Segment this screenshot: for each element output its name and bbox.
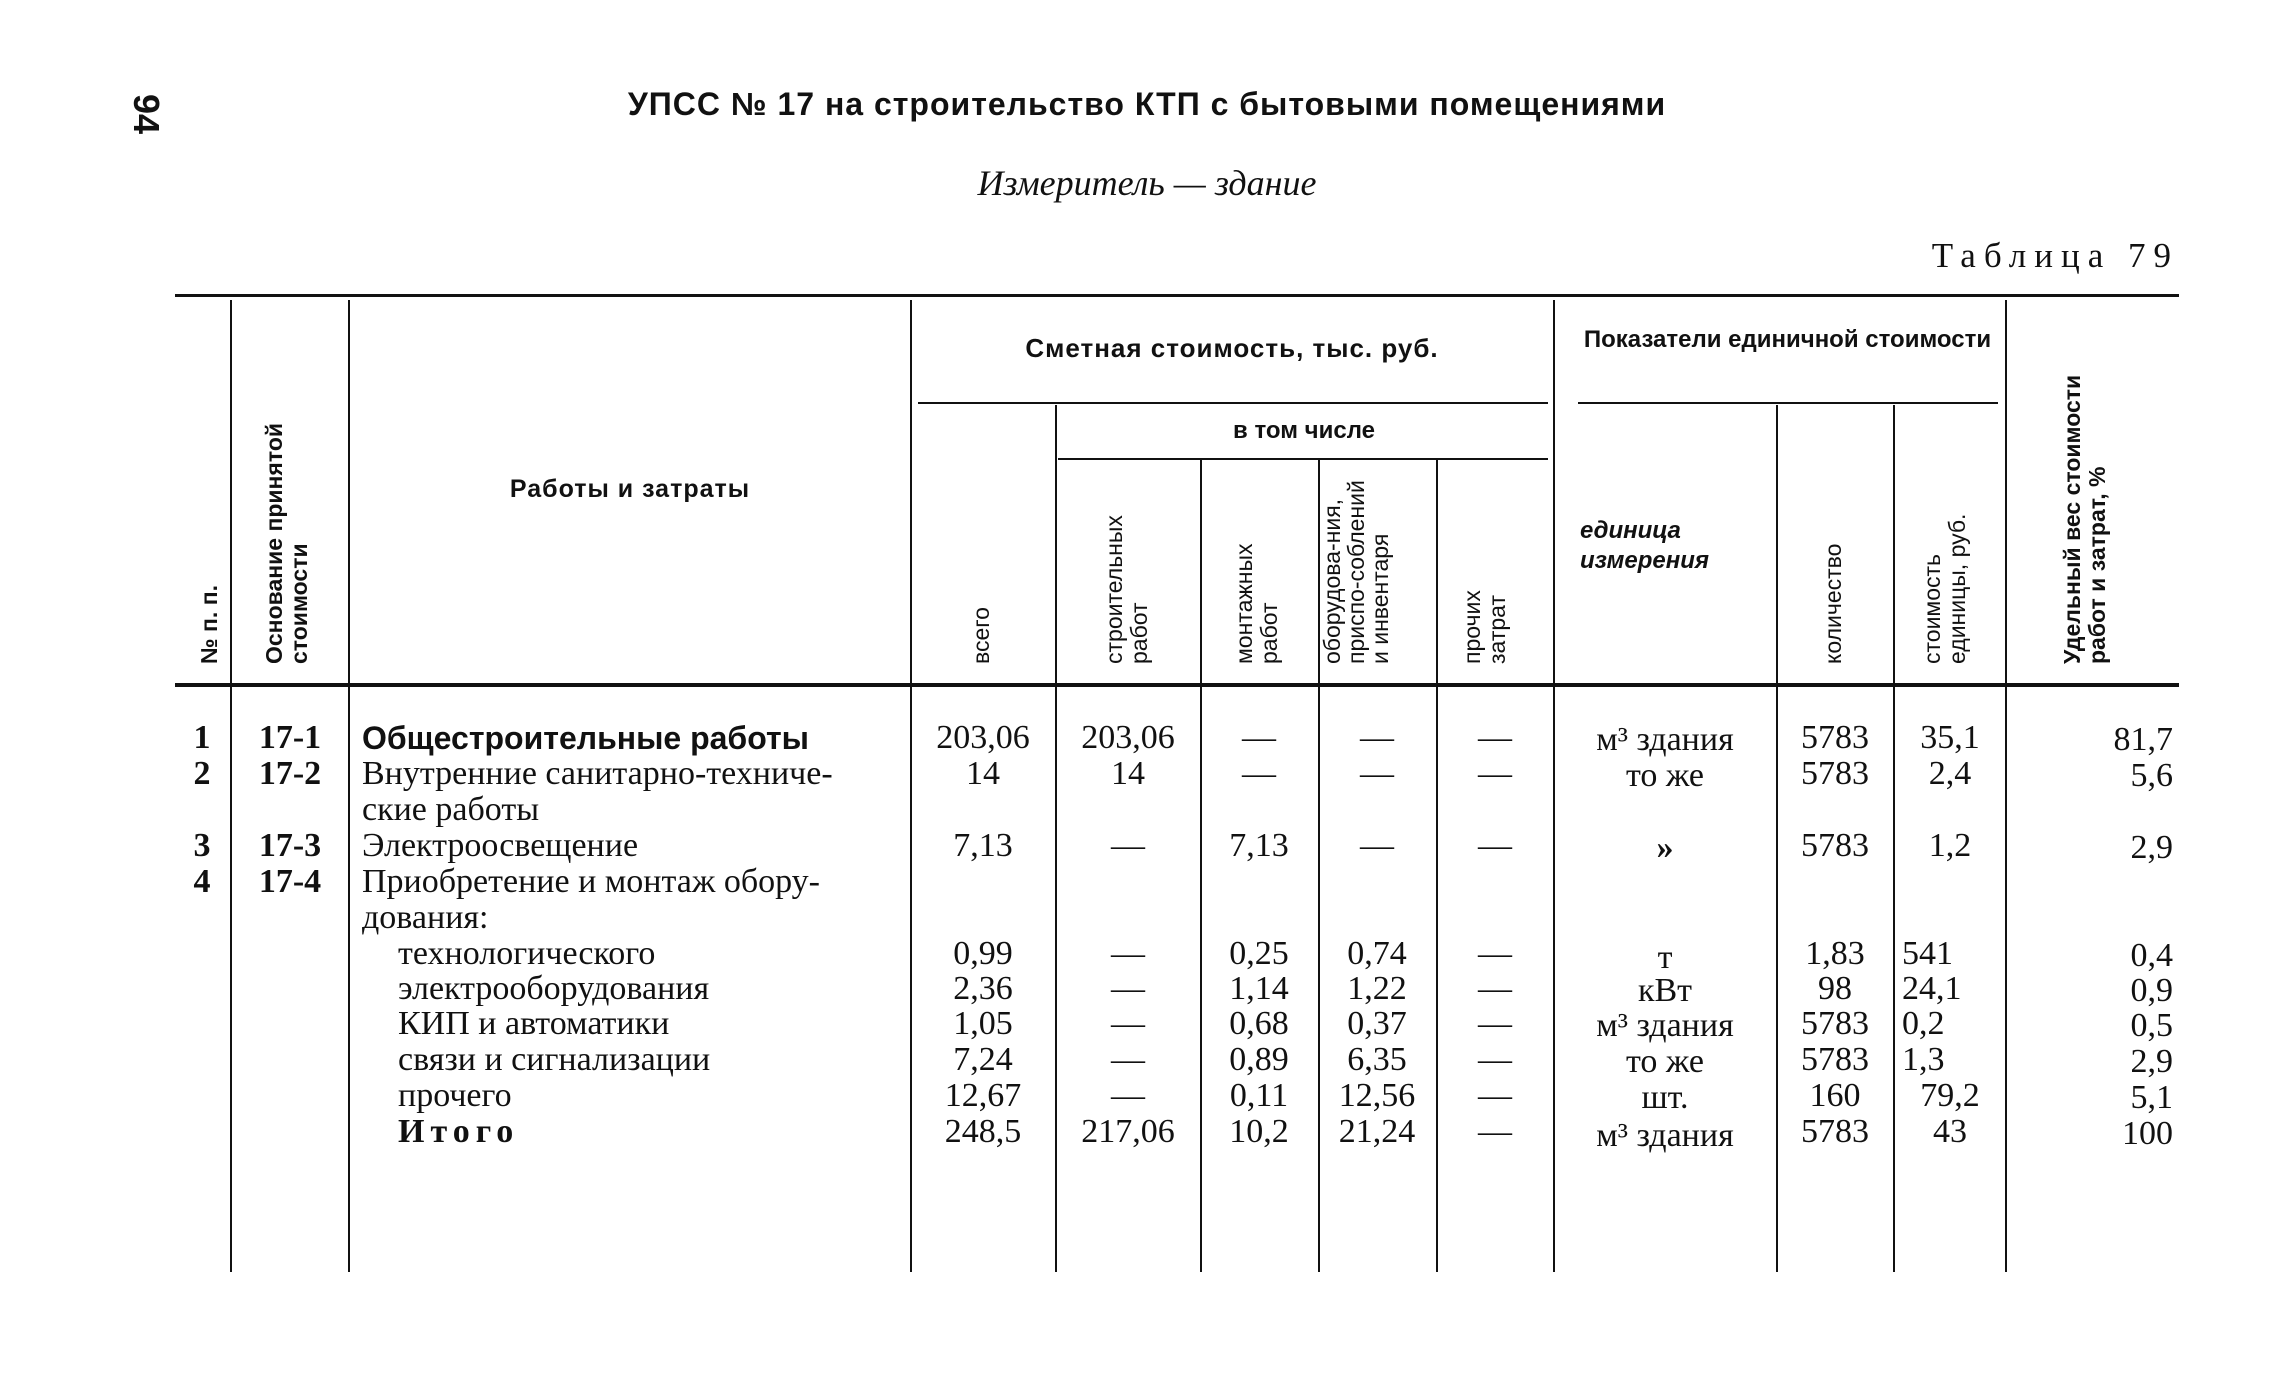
subrow-total: 2,36 bbox=[953, 970, 1013, 1007]
row-name: Электроосвещение bbox=[362, 827, 639, 864]
header-basis: Основание принятой стоимости bbox=[261, 422, 312, 664]
row-other: — bbox=[1478, 827, 1512, 864]
subrow-total: 7,24 bbox=[953, 1041, 1013, 1078]
subrow-share: 100 bbox=[2122, 1115, 2173, 1152]
header-num: № п. п. bbox=[196, 585, 222, 664]
subrow-installation: 0,25 bbox=[1229, 935, 1289, 972]
row-basis: 17-4 bbox=[258, 863, 322, 900]
row-basis: 17-1 bbox=[258, 719, 322, 756]
row-other: — bbox=[1478, 719, 1512, 756]
header-unit-cost: стоимость единицы, руб. bbox=[1919, 513, 1970, 664]
row-equipment: — bbox=[1360, 827, 1394, 864]
header-share: Удельный вес стоимости работ и затрат, % bbox=[2059, 374, 2110, 664]
subrow-unit: шт. bbox=[1641, 1079, 1689, 1116]
col-divider bbox=[348, 300, 350, 1272]
subrow-unit: т bbox=[1657, 939, 1673, 976]
col-divider bbox=[1055, 405, 1057, 1272]
table-caption: Таблица 79 bbox=[1931, 236, 2179, 275]
col-divider bbox=[2005, 300, 2007, 1272]
subrow-share: 5,1 bbox=[2130, 1079, 2173, 1116]
header-unit-indicators: Показатели единичной стоимости bbox=[1583, 326, 1992, 353]
row-share: 81,7 bbox=[2113, 721, 2173, 758]
subrow-equipment: 0,37 bbox=[1347, 1005, 1407, 1042]
row-construction: 203,06 bbox=[1081, 719, 1175, 756]
subrow-share: 0,9 bbox=[2130, 972, 2173, 1009]
header-estimated-cost: Сметная стоимость, тыс. руб. bbox=[1025, 333, 1439, 363]
subrow-quantity: 1,83 bbox=[1805, 935, 1865, 972]
table-top-rule bbox=[175, 294, 2179, 297]
subrow-share: 0,5 bbox=[2130, 1007, 2173, 1044]
subrow-other: — bbox=[1478, 1113, 1512, 1150]
subrow-equipment: 0,74 bbox=[1347, 935, 1407, 972]
row-total: 7,13 bbox=[953, 827, 1013, 864]
row-installation: 7,13 bbox=[1229, 827, 1289, 864]
subrow-quantity: 5783 bbox=[1801, 1041, 1869, 1078]
header-quantity: количество bbox=[1820, 543, 1846, 664]
subrow-share: 2,9 bbox=[2130, 1043, 2173, 1080]
row-name: Приобретение и монтаж обору- bbox=[362, 863, 821, 900]
subrow-other: — bbox=[1478, 1005, 1512, 1042]
subrow-name: прочего bbox=[398, 1077, 512, 1114]
subrow-unit: м³ здания bbox=[1596, 1007, 1734, 1044]
subrow-other: — bbox=[1478, 1041, 1512, 1078]
subrow-unit-cost: 1,3 bbox=[1902, 1041, 1945, 1078]
row-total: 14 bbox=[966, 755, 1000, 792]
subrow-equipment: 1,22 bbox=[1347, 970, 1407, 1007]
subrow-equipment: 6,35 bbox=[1347, 1041, 1407, 1078]
document-title: УПСС № 17 на строительство КТП с бытовыми помещениями bbox=[627, 86, 1667, 122]
row-share: 5,6 bbox=[2130, 757, 2173, 794]
subrow-unit-cost: 541 bbox=[1902, 935, 1953, 972]
subrow-total: 12,67 bbox=[944, 1077, 1022, 1114]
subrow-name: КИП и автоматики bbox=[398, 1005, 670, 1042]
subrow-construction: — bbox=[1111, 1005, 1145, 1042]
subrow-unit-cost: 0,2 bbox=[1902, 1005, 1945, 1042]
row-share: 2,9 bbox=[2130, 829, 2173, 866]
subrow-installation: 10,2 bbox=[1229, 1113, 1289, 1150]
row-other: — bbox=[1478, 755, 1512, 792]
subrow-equipment: 21,24 bbox=[1338, 1113, 1416, 1150]
row-unit: м³ здания bbox=[1596, 721, 1734, 758]
row-name: Общестроительные работы bbox=[362, 720, 809, 756]
row-total: 203,06 bbox=[936, 719, 1030, 756]
header-construction: строительных работ bbox=[1101, 515, 1152, 664]
subrow-installation: 0,11 bbox=[1229, 1077, 1289, 1114]
row-name: Внутренние санитарно-техниче- bbox=[362, 755, 833, 792]
row-num: 3 bbox=[193, 827, 211, 864]
row-num: 1 bbox=[193, 719, 211, 756]
subrow-name: технологического bbox=[398, 935, 656, 972]
header-equipment: оборудова-ния, приспо-соблений и инвентаря bbox=[1319, 480, 1393, 664]
subrow-other: — bbox=[1478, 1077, 1512, 1114]
row-construction: 14 bbox=[1111, 755, 1145, 792]
row-unit: то же bbox=[1625, 757, 1705, 794]
page-number: 94 bbox=[126, 94, 167, 135]
header-incl: в том числе bbox=[1233, 417, 1375, 444]
subrow-quantity: 160 bbox=[1809, 1077, 1861, 1114]
col-divider bbox=[1436, 460, 1438, 1272]
header-installation: монтажных работ bbox=[1231, 543, 1282, 664]
col-divider bbox=[1553, 300, 1555, 1272]
row-name-cont: дования: bbox=[362, 899, 489, 936]
subrow-construction: — bbox=[1111, 1041, 1145, 1078]
incl-group-rule bbox=[1058, 458, 1548, 460]
subrow-total: 0,99 bbox=[953, 935, 1013, 972]
row-construction: — bbox=[1111, 827, 1145, 864]
subrow-construction: 217,06 bbox=[1081, 1113, 1175, 1150]
row-quantity: 5783 bbox=[1801, 755, 1869, 792]
subrow-installation: 0,68 bbox=[1229, 1005, 1289, 1042]
cost-group-rule bbox=[918, 402, 1548, 404]
subrow-equipment: 12,56 bbox=[1338, 1077, 1416, 1114]
subrow-share: 0,4 bbox=[2130, 937, 2173, 974]
header-total: всего bbox=[968, 607, 994, 664]
subrow-unit-cost: 43 bbox=[1933, 1113, 1967, 1150]
col-divider bbox=[230, 300, 232, 1272]
subrow-installation: 0,89 bbox=[1229, 1041, 1289, 1078]
subrow-name: Итого bbox=[398, 1113, 520, 1150]
header-works: Работы и затраты bbox=[509, 475, 751, 503]
header-unit: единица измерения bbox=[1580, 517, 1709, 574]
subrow-construction: — bbox=[1111, 1077, 1145, 1114]
document-subtitle: Измеритель — здание bbox=[977, 163, 1317, 203]
row-quantity: 5783 bbox=[1801, 719, 1869, 756]
subrow-installation: 1,14 bbox=[1229, 970, 1289, 1007]
row-name-cont: ские работы bbox=[362, 791, 540, 828]
subrow-total: 248,5 bbox=[944, 1113, 1022, 1150]
col-divider bbox=[1893, 405, 1895, 1272]
row-unit: » bbox=[1656, 829, 1674, 866]
subrow-quantity: 5783 bbox=[1801, 1113, 1869, 1150]
subrow-construction: — bbox=[1111, 970, 1145, 1007]
subrow-quantity: 5783 bbox=[1801, 1005, 1869, 1042]
subrow-unit: то же bbox=[1625, 1043, 1705, 1080]
row-installation: — bbox=[1242, 719, 1276, 756]
subrow-unit: кВт bbox=[1637, 972, 1693, 1009]
row-basis: 17-2 bbox=[258, 755, 322, 792]
subrow-other: — bbox=[1478, 970, 1512, 1007]
subrow-unit-cost: 24,1 bbox=[1902, 970, 1962, 1007]
subrow-construction: — bbox=[1111, 935, 1145, 972]
row-unit-cost: 2,4 bbox=[1928, 755, 1972, 792]
subrow-other: — bbox=[1478, 935, 1512, 972]
row-equipment: — bbox=[1360, 755, 1394, 792]
table-header-bottom-rule bbox=[175, 683, 2179, 687]
subrow-total: 1,05 bbox=[953, 1005, 1013, 1042]
subrow-name: связи и сигнализации bbox=[398, 1041, 711, 1078]
row-quantity: 5783 bbox=[1801, 827, 1869, 864]
row-num: 2 bbox=[193, 755, 211, 792]
row-num: 4 bbox=[193, 863, 211, 900]
subrow-unit-cost: 79,2 bbox=[1920, 1077, 1980, 1114]
row-unit-cost: 35,1 bbox=[1920, 719, 1980, 756]
row-installation: — bbox=[1242, 755, 1276, 792]
col-divider bbox=[1200, 460, 1202, 1272]
subrow-name: электрооборудования bbox=[398, 970, 710, 1007]
subrow-quantity: 98 bbox=[1818, 970, 1852, 1007]
indicators-group-rule bbox=[1578, 402, 1998, 404]
row-equipment: — bbox=[1360, 719, 1394, 756]
row-basis: 17-3 bbox=[258, 827, 322, 864]
row-unit-cost: 1,2 bbox=[1928, 827, 1972, 864]
subrow-unit: м³ здания bbox=[1596, 1117, 1734, 1154]
header-other: прочих затрат bbox=[1459, 590, 1510, 664]
